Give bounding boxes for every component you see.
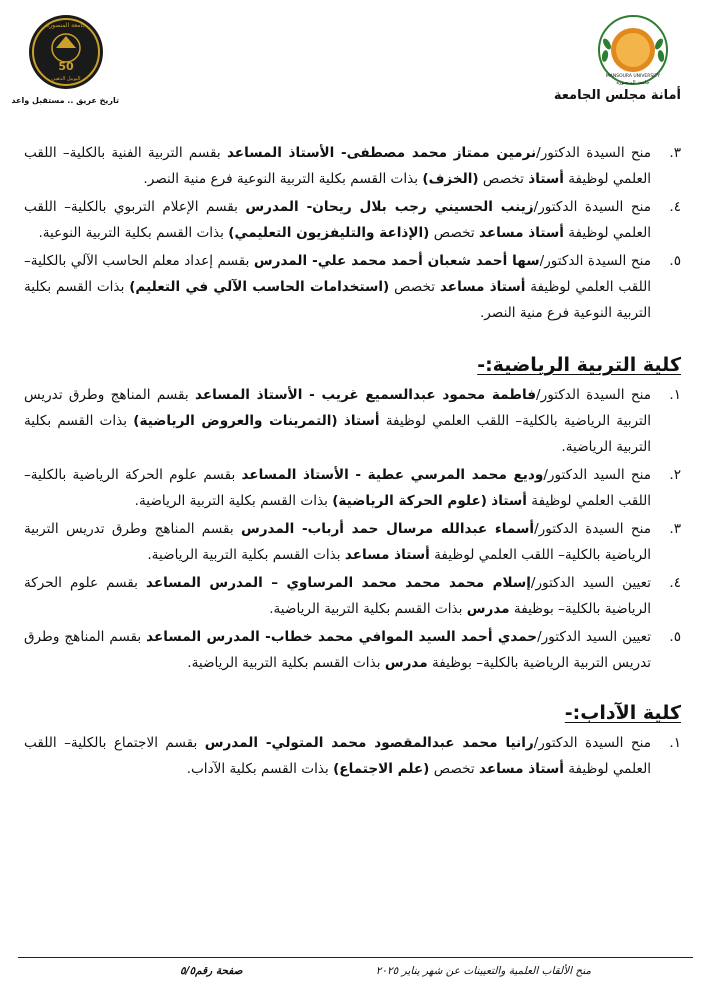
section-heading: كلية الآداب:- <box>564 702 681 724</box>
item-number: ٣. <box>669 521 681 537</box>
emphasized-text: مدرس <box>466 601 510 617</box>
footer-document-title: منح الألقاب العلمية والتعيينات عن شهر يناير ٢٠٢٥ <box>375 965 591 977</box>
emphasized-text: سها أحمد شعبان أحمد محمد علي- المدرس <box>253 253 540 269</box>
decision-item <box>24 516 681 568</box>
body-text: تعيين السيد الدكتور/ <box>537 629 651 645</box>
emphasized-text: أستاذ <box>528 171 564 187</box>
item-number: ١. <box>669 387 681 403</box>
section-heading: كلية التربية الرياضية:- <box>477 354 681 376</box>
body-text: بقسم إعداد معلم الحاسب الآلي بالكلية– اللقب العلمي لوظيفة <box>24 253 651 295</box>
svg-text:50: 50 <box>58 60 74 73</box>
decision-item <box>24 624 681 676</box>
item-number: ٤. <box>669 199 681 215</box>
body-text: منح السيدة الدكتور/ <box>536 145 652 161</box>
emphasized-text: أستاذ مساعد <box>439 279 526 295</box>
emphasized-text: زينب الحسيني رجب بلال ريحان- المدرس <box>245 199 534 215</box>
body-text: بقسم المناهج وطرق تدريس التربية الرياضية بالكلية– اللقب العلمي لوظيفة <box>24 521 651 563</box>
body-text: بقسم علوم الحركة الرياضية بالكلية– اللقب العلمي لوظيفة <box>24 467 651 509</box>
body-text: بقسم علوم الحركة الرياضية بالكلية– بوظيفة <box>24 575 651 617</box>
body-text: منح السيدة الدكتور/ <box>536 387 651 403</box>
body-text: بذات القسم بكلية التربية الرياضية. <box>134 493 333 509</box>
body-text: منح السيدة الدكتور/ <box>539 253 651 269</box>
body-text: منح السيد الدكتور/ <box>543 467 651 483</box>
emphasized-text: أستاذ مساعد <box>479 761 564 777</box>
decision-item <box>24 462 681 514</box>
body-text: منح السيدة الدكتور/ <box>534 521 651 537</box>
decision-list <box>24 140 681 326</box>
emphasized-text: وديع محمد المرسي عطية - الأستاذ المساعد <box>241 467 544 483</box>
body-text: بذات القسم بكلية التربية الرياضية. <box>269 601 467 617</box>
emphasized-text: أسماء عبدالله مرسال حمد أرباب- المدرس <box>240 521 535 537</box>
emphasized-text: (الإذاعة والتليفزيون التعليمي) <box>228 225 430 241</box>
svg-text:MANSOURA UNIVERSITY: MANSOURA UNIVERSITY <box>605 74 661 79</box>
body-text: بقسم الاجتماع بالكلية– اللقب العلمي لوظيفة <box>24 735 651 777</box>
emphasized-text: أستاذ <box>491 493 527 509</box>
emphasized-text: رانيا محمد عبدالمقصود محمد المتولي- المدرس <box>204 735 534 751</box>
emphasized-text: إسلام محمد محمد محمد المرساوي – المدرس المساعد <box>146 575 531 591</box>
body-text: بذات القسم بكلية التربية الرياضية. <box>147 547 345 563</box>
emphasized-text: (علوم الحركة الرياضية) <box>332 493 487 509</box>
item-number: ٥. <box>669 629 681 645</box>
body-text: بذات القسم بكلية التربية النوعية فرع منية النصر. <box>24 279 651 321</box>
body-text: بذات القسم بكلية الآداب. <box>186 761 334 777</box>
footer-divider <box>18 957 693 958</box>
body-text: تخصص <box>429 761 480 777</box>
decision-item <box>24 140 681 192</box>
decision-list <box>24 382 681 676</box>
jubilee-slogan: تاريخ عريق .. مستقبل واعد <box>11 96 119 105</box>
body-text: تعيين السيد الدكتور/ <box>530 575 651 591</box>
footer-page-number: صفحة رقم٥/٥ <box>180 965 243 977</box>
emphasized-text: أستاذ مساعد <box>344 547 430 563</box>
svg-text:جامعة المنصورة: جامعة المنصورة <box>46 22 86 29</box>
emphasized-text: أستاذ مساعد <box>479 225 564 241</box>
emphasized-text: (استخدامات الحاسب الآلي في التعليم) <box>129 279 390 295</box>
body-text: تخصص <box>429 225 480 241</box>
body-text: تخصص <box>478 171 529 187</box>
emphasized-text: (الخزف) <box>422 171 479 187</box>
golden-jubilee-logo <box>28 14 104 90</box>
svg-text:اليوبيل الذهبي: اليوبيل الذهبي <box>51 76 81 82</box>
body-text: منح السيدة الدكتور/ <box>533 735 651 751</box>
emphasized-text: (علم الاجتماع) <box>333 761 430 777</box>
body-text: بقسم المناهج وطرق تدريس التربية الرياضية بالكلية– اللقب العلمي لوظيفة <box>24 387 651 429</box>
body-text: بقسم المناهج وطرق تدريس التربية الرياضية بالكلية– بوظيفة <box>24 629 651 671</box>
body-text: بذات القسم بكلية التربية النوعية فرع منية النصر. <box>143 171 423 187</box>
body-text: بذات القسم بكلية التربية الرياضية. <box>24 413 651 455</box>
decision-item <box>24 382 681 460</box>
decision-item <box>24 194 681 246</box>
body-text: تخصص <box>389 279 440 295</box>
body-text: بذات القسم بكلية التربية الرياضية. <box>187 655 385 671</box>
body-text: بقسم الإعلام التربوي بالكلية– اللقب العلمي لوظيفة <box>24 199 651 241</box>
emphasized-text: حمدي أحمد السيد الموافي محمد خطاب- المدرس المساعد <box>146 629 538 645</box>
emphasized-text: أستاذ <box>343 413 380 429</box>
decision-item <box>24 570 681 622</box>
council-secretariat-label: أمانة مجلس الجامعة <box>553 88 681 103</box>
body-text: بقسم التربية الفنية بالكلية– اللقب العلمي لوظيفة <box>24 145 651 187</box>
emphasized-text: نرمين ممتاز محمد مصطفى- الأستاذ المساعد <box>226 145 537 161</box>
body-text: منح السيدة الدكتور/ <box>533 199 651 215</box>
item-number: ١. <box>669 735 681 751</box>
decision-list <box>24 730 681 782</box>
mansoura-university-logo <box>597 14 669 86</box>
body-text: بذات القسم بكلية التربية النوعية. <box>38 225 229 241</box>
decision-item <box>24 730 681 782</box>
emphasized-text: (التمرينات والعروض الرياضية) <box>133 413 338 429</box>
decision-item <box>24 248 681 326</box>
emphasized-text: فاطمة محمود عبدالسميع غريب - الأستاذ المساعد <box>195 387 537 403</box>
item-number: ٤. <box>669 575 681 591</box>
svg-text:جامعة المنصورة: جامعة المنصورة <box>616 80 650 86</box>
item-number: ٥. <box>669 253 681 269</box>
emphasized-text: مدرس <box>384 655 428 671</box>
item-number: ٣. <box>669 145 681 161</box>
item-number: ٢. <box>669 467 681 483</box>
decisions-content <box>24 140 681 784</box>
